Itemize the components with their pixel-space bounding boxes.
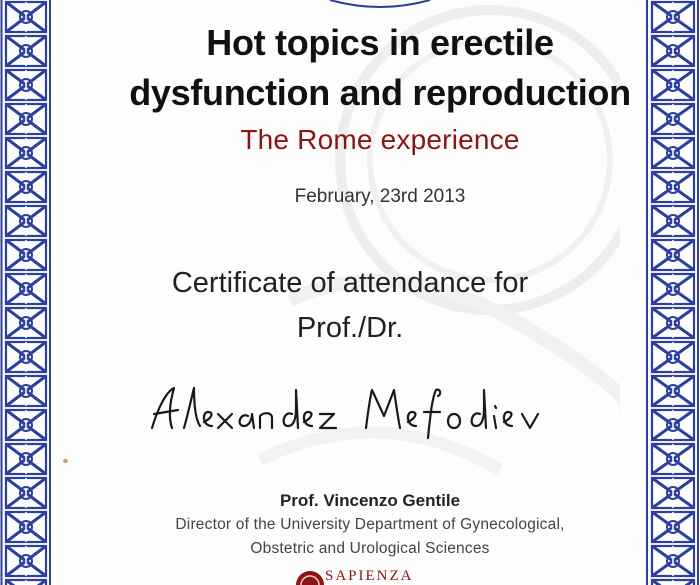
recipient-prefix: Prof./Dr. — [296, 312, 404, 344]
handwritten-recipient-name — [140, 378, 560, 442]
signatory-role-line-1: Director of the University Department of Gynecological, — [175, 516, 565, 533]
certificate-statement: Certificate of attendance for — [171, 267, 529, 299]
certificate-title-line-1: Hot topics in erectile — [206, 22, 554, 63]
left-decorative-border — [0, 0, 52, 585]
paper-speck — [63, 459, 68, 463]
event-date: February, 23rd 2013 — [294, 186, 466, 207]
signatory-role-line-2: Obstetric and Urological Sciences — [250, 540, 490, 557]
top-emblem-fragment — [320, 0, 440, 10]
university-logo-text: SAPIENZA — [325, 568, 414, 584]
signatory-name: Prof. Vincenzo Gentile — [279, 491, 461, 510]
right-decorative-border — [645, 0, 700, 585]
certificate-subtitle: The Rome experience — [240, 124, 520, 155]
certificate-title-line-2: dysfunction and reproduction — [129, 72, 631, 113]
